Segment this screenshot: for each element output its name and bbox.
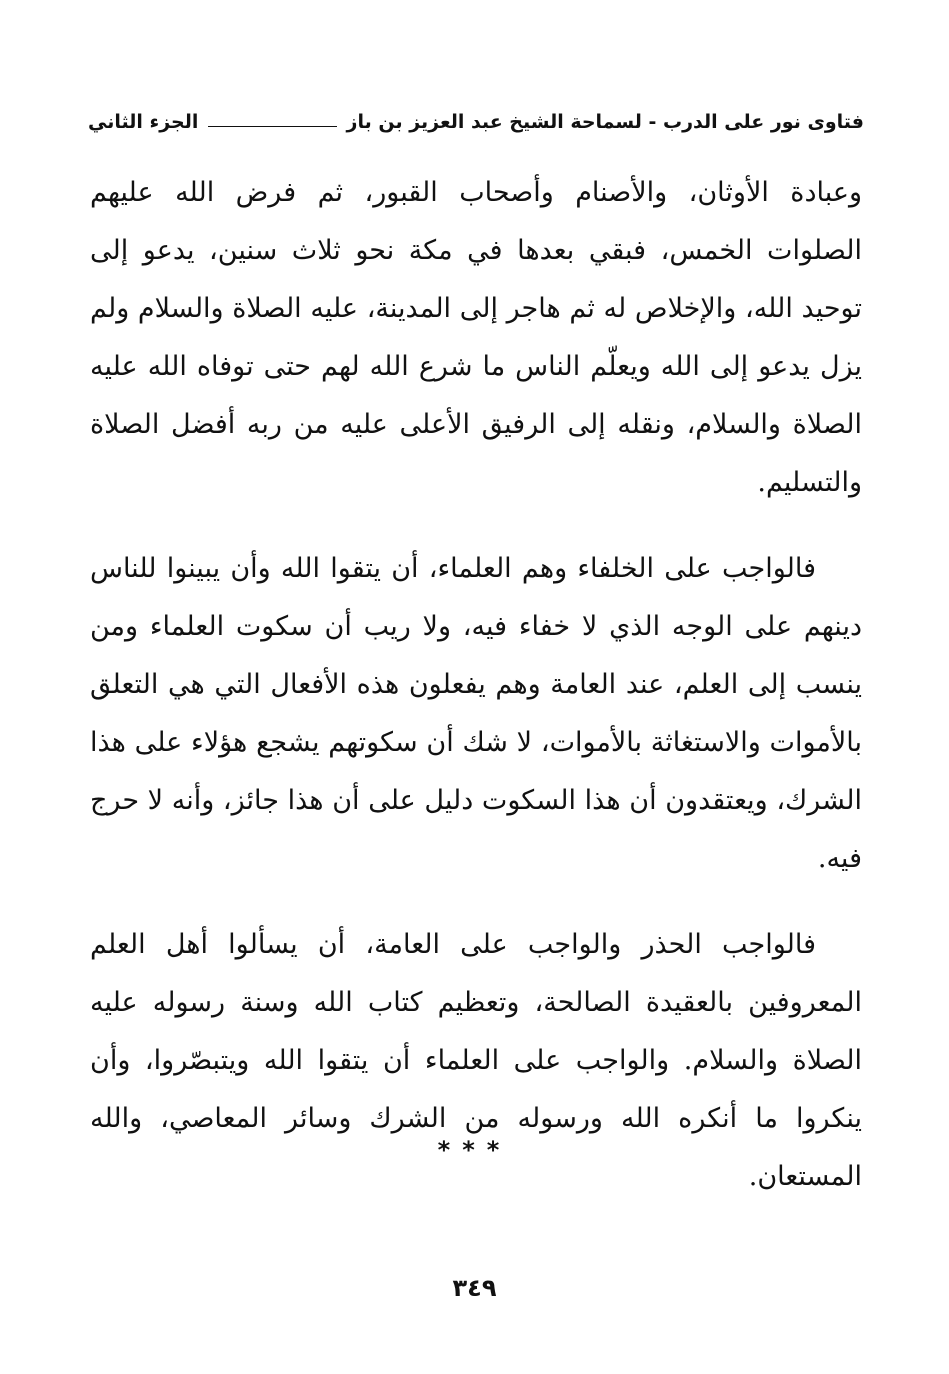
page-number: ٣٤٩	[452, 1274, 497, 1302]
running-header	[88, 104, 864, 140]
paragraph-3: فالواجب الحذر والواجب على العامة، أن يسألوا أهل العلم المعروفين بالعقيدة الصالحة، وتعظيم كتاب الله وسنة رسوله عليه الصلاة والسلام. والواجب على العلماء أن يتقوا الله ويتبصّروا، وأن ينكروا ما أنكره الله ورسوله من الشرك وسائر المعاصي، والله المستعان.	[90, 929, 862, 1192]
header-volume: الجزء الثاني	[88, 111, 199, 133]
header-rule	[208, 126, 336, 127]
section-separator: ***	[437, 1136, 512, 1164]
paragraph-1: وعبادة الأوثان، والأصنام وأصحاب القبور، ثم فرض الله عليهم الصلوات الخمس، فبقي بعدها في مكة نحو ثلاث سنين، يدعو إلى توحيد الله، والإخلاص له ثم هاجر إلى المدينة، عليه الصلاة والسلام ولم يزل يدعو إلى الله ويعلّم الناس ما شرع الله لهم حتى توفاه الله عليه الصلاة والسلام، ونقله إلى الرفيق الأعلى عليه من ربه أفضل الصلاة والتسليم.	[90, 177, 862, 498]
body-text	[90, 164, 862, 1206]
paragraph-2: فالواجب على الخلفاء وهم العلماء، أن يتقوا الله وأن يبينوا للناس دينهم على الوجه الذي لا خفاء فيه، ولا ريب أن سكوت العلماء ومن ينسب إلى العلم، عند العامة وهم يفعلون هذه الأفعال التي هي التعلق بالأموات والاستغاثة بالأموات، لا شك أن سكوتهم يشجع هؤلاء على هذا الشرك، ويعتقدون أن هذا السكوت دليل على أن هذا جائز، وأنه لا حرج فيه.	[90, 553, 862, 874]
header-book-title: فتاوى نور على الدرب - لسماحة الشيخ عبد العزيز بن باز	[346, 111, 864, 133]
